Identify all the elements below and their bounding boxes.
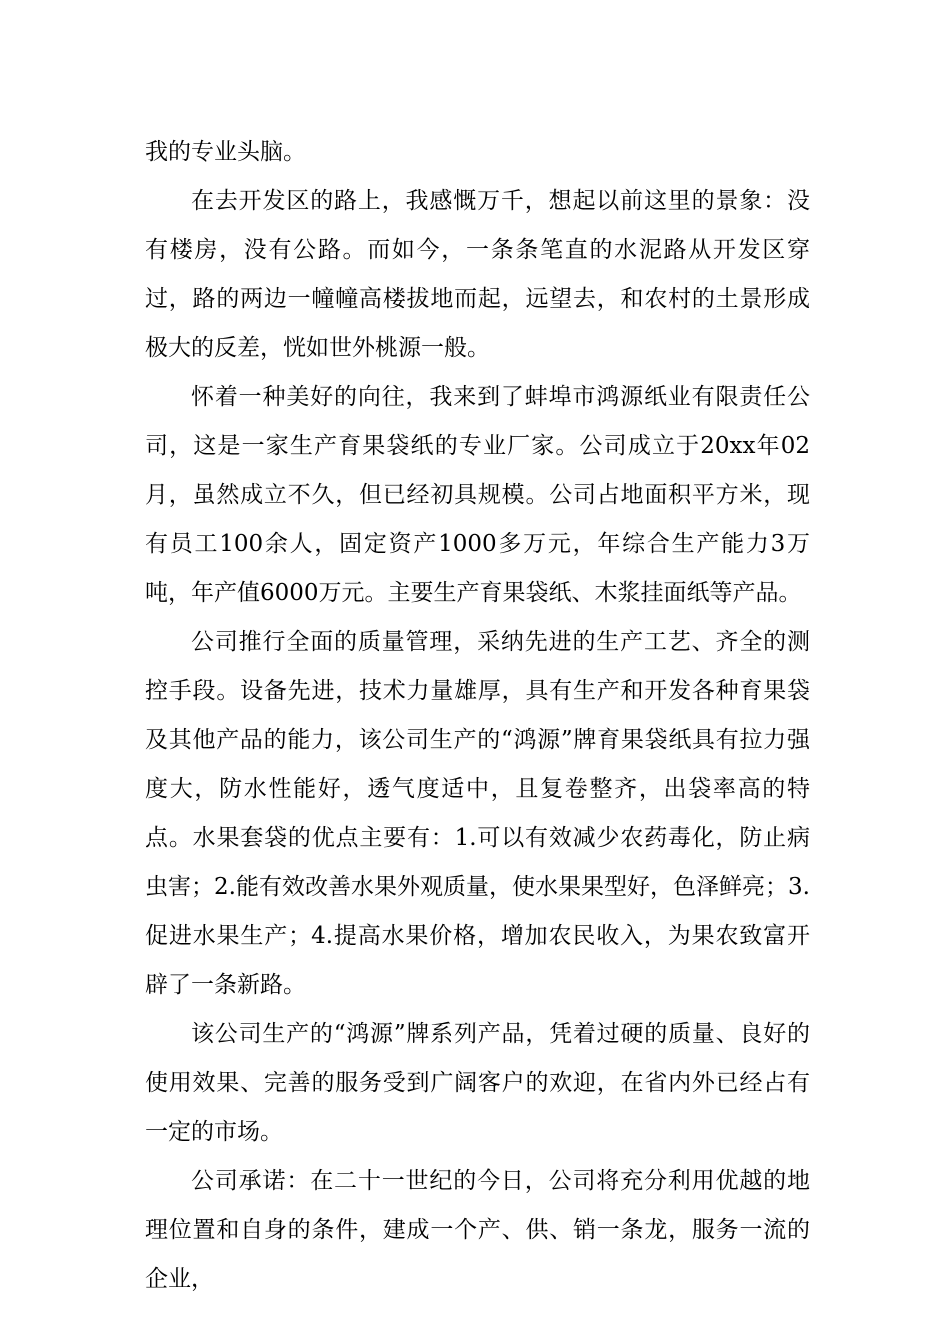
paragraph: 该公司生产的“鸿源”牌系列产品，凭着过硬的质量、良好的使用效果、完善的服务受到广阔客户的欢迎，在省内外已经占有一定的市场。	[145, 1021, 810, 1145]
paragraph: 怀着一种美好的向往，我来到了蚌埠市鸿源纸业有限责任公司，这是一家生产育果袋纸的专业厂家。公司成立于20xx年02月，虽然成立不久，但已经初具规模。公司占地面积平方米，现有员工100余人，固定资产1000多万元，年综合生产能力3万吨，年产值6000万元。主要生产育果袋纸、木浆挂面纸等产品。	[145, 384, 810, 606]
body-text	[145, 128, 810, 1304]
paragraph: 公司承诺：在二十一世纪的今日，公司将充分利用优越的地理位置和自身的条件，建成一个产、供、销一条龙，服务一流的企业，	[145, 1168, 810, 1292]
paragraph: 公司推行全面的质量管理，采纳先进的生产工艺、齐全的测控手段。设备先进，技术力量雄厚，具有生产和开发各种育果袋及其他产品的能力，该公司生产的“鸿源”牌育果袋纸具有拉力强度大，防水性能好，透气度适中，且复卷整齐，出袋率高的特点。水果套袋的优点主要有：1.可以有效减少农药毒化，防止病虫害；2.能有效改善水果外观质量，使水果果型好，色泽鲜亮；3.促进水果生产；4.提高水果价格，增加农民收入，为果农致富开辟了一条新路。	[145, 629, 810, 998]
paragraph-continuation: 我的专业头脑。	[145, 139, 306, 165]
paragraph: 在去开发区的路上，我感慨万千，想起以前这里的景象：没有楼房，没有公路。而如今，一条条笔直的水泥路从开发区穿过，路的两边一幢幢高楼拔地而起，远望去，和农村的土景形成极大的反差，恍如世外桃源一般。	[145, 188, 810, 361]
